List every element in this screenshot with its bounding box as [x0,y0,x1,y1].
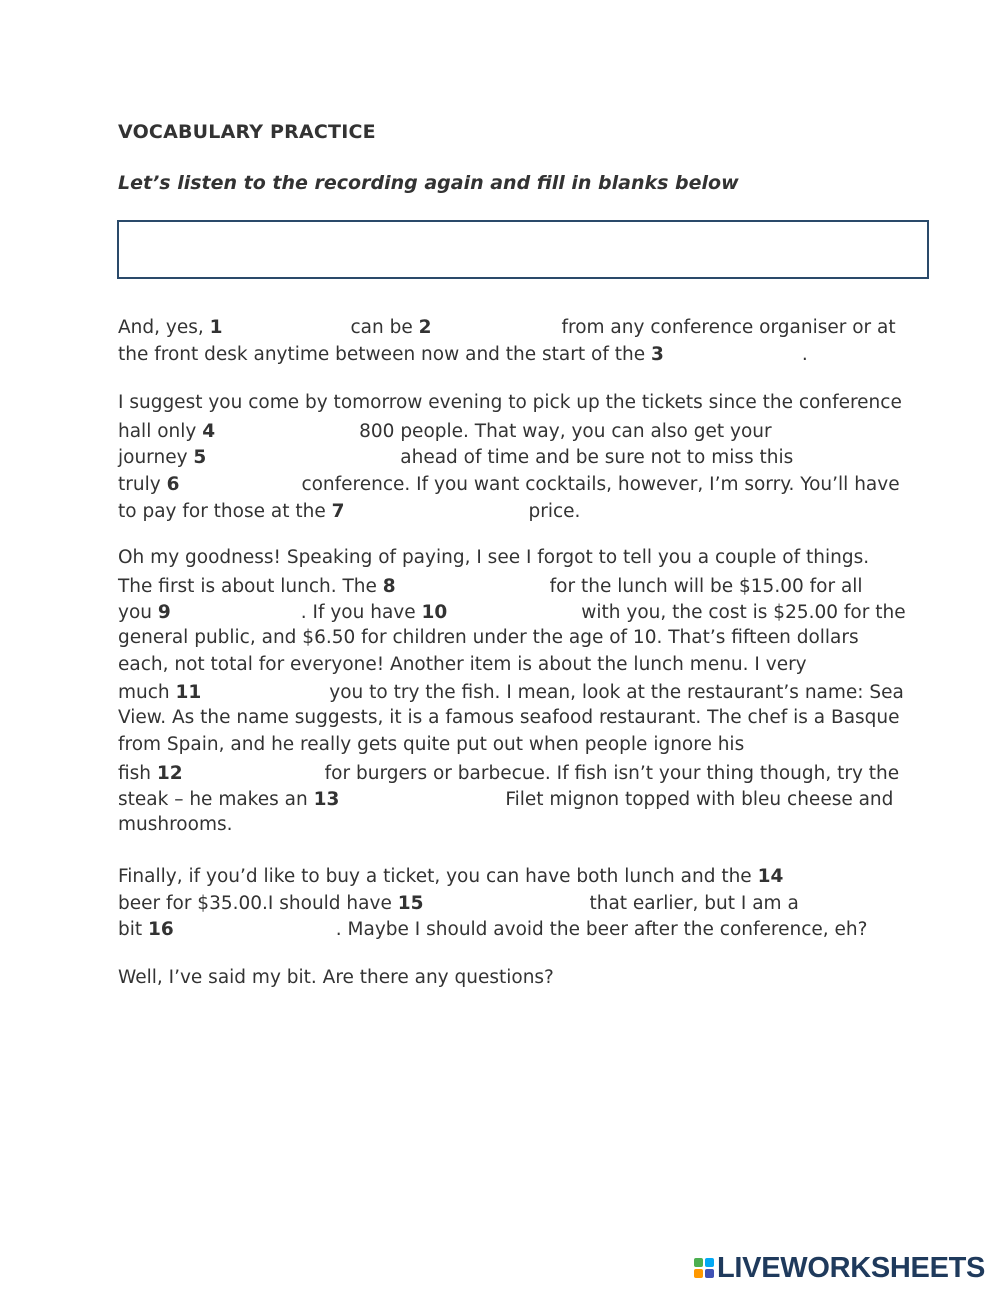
text-line: much 11 you to try the fish. I mean, look at the restaurant’s name: Sea [118,678,888,705]
text-line: And, yes, 1 can be 2 from any conference organiser or at [118,313,888,340]
blank-number-1: 1 [209,317,223,338]
blank-input-8[interactable] [396,572,550,596]
blank-number-11: 11 [175,682,202,704]
blank-number-13: 13 [313,789,340,811]
logo-square-e [705,1269,714,1278]
blank-number-16: 16 [148,919,174,941]
blank-input-11[interactable] [201,678,329,702]
logo-square-l [694,1258,703,1267]
text-line: beer for $35.00.I should have 15 that earlier, but I am a [118,889,888,916]
blank-input-5[interactable] [206,443,400,467]
text-line: mushrooms. [118,813,233,835]
text-line: Finally, if you’d like to buy a ticket, you can have both lunch and the 14 [118,862,888,889]
blank-number-8: 8 [382,575,396,597]
liveworksheets-logo [694,1253,985,1283]
text-line: to pay for those at the 7 price. [118,497,888,524]
text-line: View. As the name suggests, it is a famous seafood restaurant. The chef is a Basque [118,707,900,729]
blank-number-6: 6 [166,474,180,496]
blank-number-15: 15 [397,892,424,914]
logo-mark-icon [694,1258,714,1278]
text-line: Well, I’ve said my bit. Are there any questions? [118,967,554,988]
text-line: steak – he makes an 13 Filet mignon topped with bleu cheese and [118,785,888,812]
blank-input-2[interactable] [432,313,562,337]
blank-number-4: 4 [202,420,216,442]
blank-input-16[interactable] [174,915,336,939]
text-line: you 9 . If you have 10 with you, the cost is $25.00 for the [118,598,888,625]
blank-input-9[interactable] [171,598,301,622]
paragraph-3 [118,545,906,839]
text-line: bit 16 . Maybe I should avoid the beer after the conference, eh? [118,915,888,942]
blank-number-2: 2 [418,317,432,338]
text-line: general public, and $6.50 for children under the age of 10. That’s fifteen dollars [118,627,859,649]
paragraph-2 [118,390,902,523]
blank-number-9: 9 [157,602,171,624]
blank-input-13[interactable] [339,785,505,809]
text-line: journey 5 ahead of time and be sure not to miss this [118,443,888,470]
paragraph-5 [118,965,888,992]
blank-input-7[interactable] [344,497,528,521]
blank-number-5: 5 [193,447,207,469]
text-line: from Spain, and he really gets quite put out when people ignore his [118,733,745,755]
text-line: each, not total for everyone! Another item is about the lunch menu. I very [118,653,807,675]
blank-input-4[interactable] [215,417,359,441]
page-title: VOCABULARY PRACTICE [118,121,376,143]
logo-square-i [705,1258,714,1267]
blank-input-15[interactable] [423,889,589,913]
blank-input-12[interactable] [183,759,325,783]
blank-number-14: 14 [757,866,784,887]
blank-input-14[interactable] [783,862,805,886]
logo-square-v [694,1269,703,1278]
blank-number-10: 10 [421,602,448,624]
blank-input-10[interactable] [447,598,581,622]
instructions: Let’s listen to the recording again and fill in blanks below [118,172,739,194]
blank-number-7: 7 [331,500,345,522]
text-line: I suggest you come by tomorrow evening to pick up the tickets since the conference [118,392,902,413]
text-line: The first is about lunch. The 8 for the lunch will be $15.00 for all [118,572,888,599]
blank-number-12: 12 [156,762,183,784]
blank-input-1[interactable] [223,313,351,337]
text-line: fish 12 for burgers or barbecue. If fish isn’t your thing though, try the [118,759,888,786]
paragraph-4 [118,862,888,942]
text-line: Oh my goodness! Speaking of paying, I see I forgot to tell you a couple of things. [118,547,870,568]
paragraph-1 [118,313,896,366]
blank-number-3: 3 [650,343,664,365]
text-line: hall only 4 800 people. That way, you can also get your [118,417,888,444]
blank-input-3[interactable] [664,340,802,364]
text-line: truly 6 conference. If you want cocktails, however, I’m sorry. You’ll have [118,470,888,497]
blank-input-6[interactable] [179,470,301,494]
logo-text: LIVEWORKSHEETS [717,1251,986,1284]
word-bank-box [117,220,929,279]
text-line: the front desk anytime between now and the start of the 3 . [118,340,888,367]
